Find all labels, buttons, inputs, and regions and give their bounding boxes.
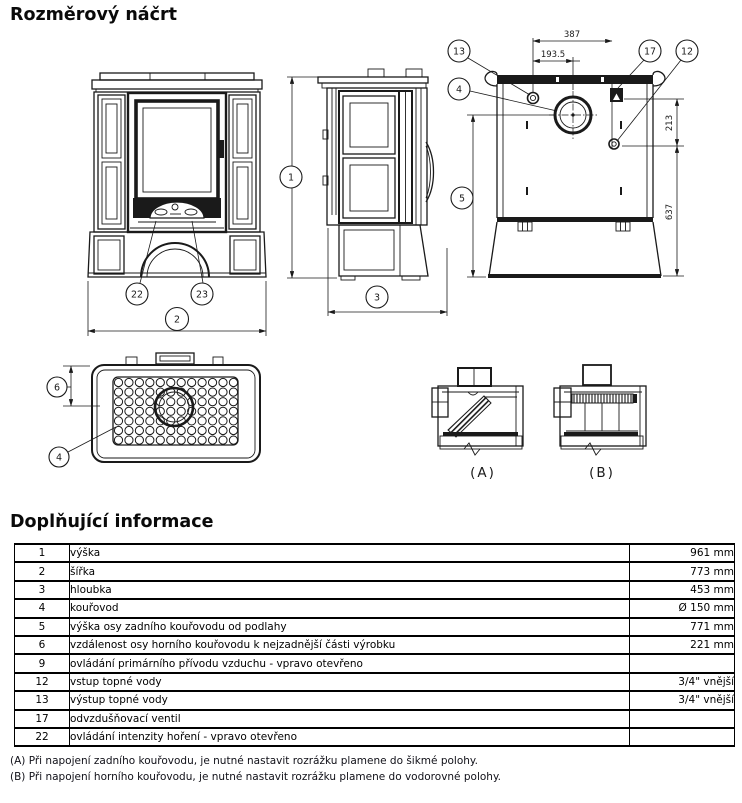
row-number: 1: [15, 544, 70, 562]
row-number: 13: [15, 691, 70, 709]
flame-baffle-horizontal: [572, 394, 633, 403]
row-description: výška: [70, 544, 630, 562]
row-number: 12: [15, 673, 70, 691]
row-number: 22: [15, 728, 70, 746]
footnote-b: (B) Při napojení horního kouřovodu, je nutné nastavit rozrážku plamene do vodorovné polohy.: [10, 771, 501, 783]
footnotes: [10, 753, 501, 785]
dim-213: 213: [665, 114, 675, 132]
dim-387: 387: [563, 30, 581, 40]
row-value: 453 mm: [630, 581, 735, 599]
row-number: 9: [15, 654, 70, 672]
row-description: vzdálenost osy horního kouřovodu k nejzadnější části výrobku: [70, 636, 630, 654]
row-value: [630, 728, 735, 746]
row-number: 6: [15, 636, 70, 654]
dim-637: 637: [665, 203, 675, 221]
callout-2-label: 2: [173, 314, 181, 326]
row-description: vstup topné vody: [70, 673, 630, 691]
callout-13-label: 13: [452, 46, 466, 58]
side-view: [280, 69, 447, 316]
table-row: [15, 581, 735, 599]
footnote-a: (A) Při napojení zadního kouřovodu, je nutné nastavit rozrážku plamene do šikmé polohy.: [10, 755, 478, 767]
callout-12-label: 12: [680, 46, 694, 58]
page-title: Rozměrový náčrt: [10, 5, 177, 25]
row-number: 5: [15, 618, 70, 636]
row-description: šířka: [70, 562, 630, 580]
callout-6-label: 6: [53, 382, 61, 394]
section-title: Doplňující informace: [10, 512, 214, 532]
row-description: odvzdušňovací ventil: [70, 710, 630, 728]
row-value: [630, 710, 735, 728]
table-row: [15, 636, 735, 654]
table-row: [15, 562, 735, 580]
flame-baffle-tilted: [448, 396, 491, 437]
table-row: [15, 618, 735, 636]
row-number: 17: [15, 710, 70, 728]
row-number: 2: [15, 562, 70, 580]
row-description: ovládání primárního přívodu vzduchu - vpravo otevřeno: [70, 654, 630, 672]
row-value: 961 mm: [630, 544, 735, 562]
table-row: [15, 654, 735, 672]
table-row: [15, 691, 735, 709]
row-value: 773 mm: [630, 562, 735, 580]
row-value: Ø 150 mm: [630, 599, 735, 617]
row-value: 221 mm: [630, 636, 735, 654]
callout-3-label: 3: [373, 292, 381, 304]
technical-drawing: [0, 22, 742, 488]
table-row: [15, 728, 735, 746]
row-description: kouřovod: [70, 599, 630, 617]
table-row: [15, 599, 735, 617]
dim-193-5: 193.5: [540, 50, 566, 60]
callout-4-top-label: 4: [55, 452, 63, 464]
row-number: 4: [15, 599, 70, 617]
rear-view: [448, 30, 698, 278]
row-description: ovládání intenzity hoření - vpravo otevřeno: [70, 728, 630, 746]
callout-23-label: 23: [195, 289, 209, 301]
callout-4-rear-label: 4: [455, 84, 463, 96]
info-table: [14, 543, 735, 747]
front-view: [88, 73, 266, 336]
top-view: [47, 353, 260, 467]
detail-a-label: (A): [470, 465, 496, 481]
row-value: [630, 654, 735, 672]
row-number: 3: [15, 581, 70, 599]
callout-22-label: 22: [130, 289, 144, 301]
row-value: 771 mm: [630, 618, 735, 636]
callout-1-label: 1: [287, 172, 295, 184]
row-description: výška osy zadního kouřovodu od podlahy: [70, 618, 630, 636]
detail-view-a: [432, 368, 523, 481]
detail-b-label: (B): [589, 465, 615, 481]
callout-5-label: 5: [458, 193, 466, 205]
detail-view-b: [554, 365, 646, 481]
table-row: [15, 710, 735, 728]
row-value: 3/4" vnější: [630, 673, 735, 691]
row-description: hloubka: [70, 581, 630, 599]
table-row: [15, 673, 735, 691]
row-value: 3/4" vnější: [630, 691, 735, 709]
callout-17-label: 17: [643, 46, 657, 58]
row-description: výstup topné vody: [70, 691, 630, 709]
table-row: [15, 544, 735, 562]
